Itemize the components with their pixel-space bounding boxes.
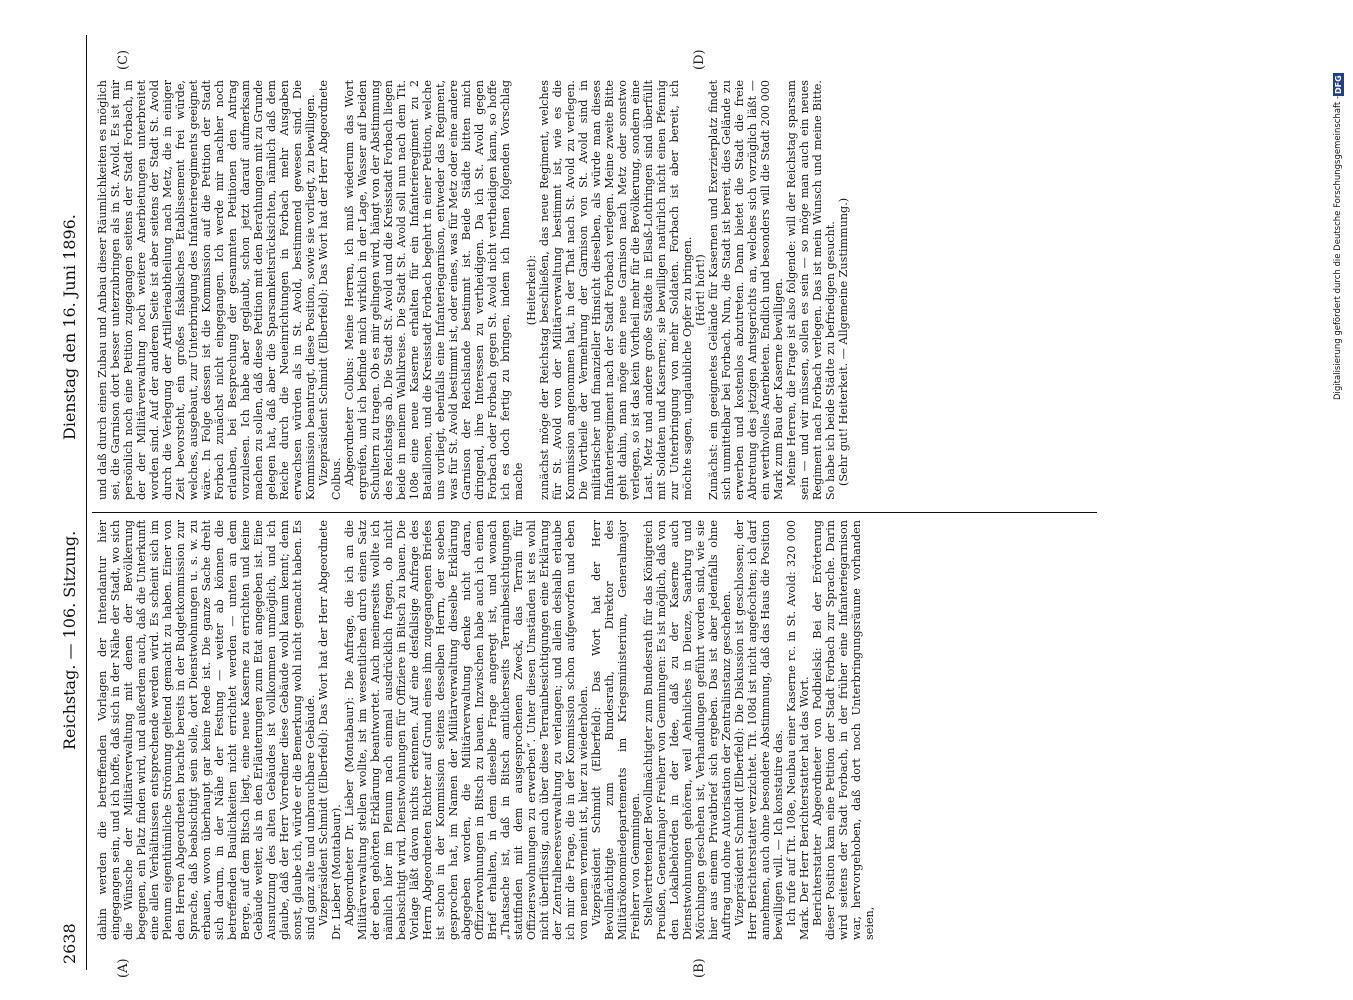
paragraph: Stellvertretender Bevollmächtigter zum Bundesrath für das Königreich Preußen, Generalmajor Freiherr von Gemmingen: Es ist möglich, daß von den Lokalbehörden in der Idee, daß zu der Kaserne auch Dienstwohnungen gehören, weil Aehnliches in Dieuze, Saarburg und Mörchingen geschehen ist, Verhandlungen geführt worden sind, wie sie hier aus einem Privatbrief sich ergeben. Das ist aber jedenfalls ohne Auftrag und ohne Autorisation der Zentralinstanz geschehen. (642, 520, 733, 940)
paragraph: Vizepräsident Schmidt (Elberfeld): Die Diskussion ist geschlossen; der Herr Berichterstatter verzichtet. Tit. 108d ist nicht angefochten; ich darf annehmen, auch ohne besondere Abstimmung, daß das Haus die Position bewilligen will. — Ich konstatire das. (733, 520, 785, 940)
paragraph: Vizepräsident Schmidt (Elberfeld): Das Wort hat der Herr Abgeordnete Colbus. (317, 80, 343, 500)
column-mark-b: (B) (692, 958, 707, 978)
paragraph: Vizepräsident Schmidt (Elberfeld): Das Wort hat der Herr Abgeordnete Dr. Lieber (Montabaur). (317, 520, 343, 940)
paragraph: dahin werden die betreffenden Vorlagen der Intendantur hier eingegangen sein, und ich hoffe, daß sich in der Nähe der Stadt, wo sich die Wünsche der Militärverwaltung mit denen der Bevölkerung begegnen, ein Platz finden wird, und außerdem auch, daß die Unterkunft eine allen Verhältnissen entsprechende werden wird. Es scheint sich im Plenum eigenthümliche Strömung geltend gemacht zu haben. Einer von den Herren Abgeordneten brachte bereits in der Budgetkommission zur Sprache, daß beabsichtigt sein solle, dort Dienstwohnungen u. s. w. zu erbauen, wovon überhaupt gar keine Rede ist. Die ganze Sache dreht sich darum, in der Nähe der Festung — weiter ab können die betreffenden Baulichkeiten nicht errichtet werden — unten an dem Berge, auf dem Bitsch liegt, eine neue Kaserne zu errichten und keine Gebäude weiter, als in den Erläuterungen zum Etat angegeben ist. Eine Ausnutzung des alten Gebäudes ist vollkommen unmöglich, und ich glaube, daß der Herr Vorredner diese Gebäude wohl kaum kennt; denn sonst, glaube ich, würde er die Bemerkung wohl nicht gemacht haben. Es sind ganz alte und unbrauchbare Gebäude. (96, 520, 317, 940)
digitization-note-text: Digitalisierung gefördert durch die Deutsche Forschungsgemeinschaft - (1333, 96, 1343, 400)
column-divider (92, 512, 1097, 513)
paragraph: Berichterstatter Abgeordneter von Podbielski: Bei der Erörterung dieser Position kam eine Petition der Stadt Forbach zur Sprache. Darin wird seitens der Stadt Forbach, in der früher eine Infanteriegarnison war, hervorgehoben, daß dort noch Unterbringungsräume vorhanden seien, (811, 520, 876, 940)
page-number: 2638 (60, 923, 79, 964)
right-running-title: Dienstag den 16. Juni 1896. (60, 214, 79, 440)
column-mark-d: (D) (692, 49, 707, 70)
paragraph: Zunächst: ein geeignetes Gelände für Kasernen und Exerzierplatz findet sich unmittelbar bei Forbach. Nun, die Stadt ist bereit, dies Gelände zu erwerben und kostenlos abzutreten. Dann bietet die Stadt die freie Abtretung des jetzigen Amtsgerichts an, welches sich vorzüglich läßt — ein werthvolles Anerbieten. Endlich und besonders will die Stadt 200 000 Mark zum Bau der Kaserne bewilligen. (707, 80, 785, 500)
interjection: (Hört! hört!) (694, 254, 707, 326)
left-running-title: Reichstag. — 106. Sitzung. (60, 530, 79, 750)
header-rule (86, 35, 87, 970)
interjection: (Sehr gut! Heiterkeit. — Allgemeine Zustimmung.) (837, 197, 850, 486)
left-text-column (96, 520, 1096, 940)
column-mark-c: (C) (116, 49, 131, 70)
paragraph: Abgeordneter Colbus: Meine Herren, ich muß wiederum das Wort ergreifen, und ich befinde mich wirklich in der Lage, Wasser auf beiden Schultern zu tragen. Ob es mir gelingen wird, hängt von der Abstimmung des Reichstags ab. Die Stadt St. Avold und die Kreisstadt Forbach liegen beide in meinem Wahlkreise. Die Stadt St. Avold soll nun nach dem Tit. 108e eine neue Kaserne erhalten für ein Infanterieregiment zu 2 Bataillonen, und die Kreisstadt Forbach begehrt in einer Petition, welche uns vorliegt, ebenfalls eine Infanteriegarnison, entweder das Regiment, was für St. Avold bestimmt ist, oder eines, was für Metz oder eine andere Garnison der Reichslande bestimmt ist. Beide Städte bitten mich dringend, ihre Interessen zu vertheidigen. Da ich St. Avold gegen Forbach oder Forbach gegen St. Avold nicht vertheidigen kann, so hoffe ich es doch fertig zu bringen, indem ich Ihnen folgenden Vorschlag mache (343, 80, 525, 500)
digitization-note (1333, 75, 1343, 400)
paragraph: Meine Herren, die Frage ist also folgende: will der Reichstag sparsam sein — und wir müssen, sollen es sein — so möge man auch ein neues Regiment nach Forbach verlegen. Das ist mein Wunsch und meine Bitte. So habe ich beide Städte zu befriedigen gesucht. (785, 80, 837, 500)
paragraph: und daß durch einen Zubau und Anbau dieser Räumlichkeiten es möglich sei, die Garnison dort besser unterzubringen als in St. Avold. Es ist mir persönlich noch eine Petition zugegangen seitens der Stadt Forbach, in der der Militärverwaltung noch weitere Anerbietungen unterbreitet worden sind. Auf der anderen Seite ist aber seitens der Stadt St. Avold durch die Verlegung der Artillerieabtheilung nach Metz, die in einiger Zeit bevorsteht, ein großes fiskalisches Etablissement frei würde, welches, ausgebaut, zur Unterbringung des Infanterieregiments geeignet wäre. In Folge dessen ist die Kommission auf die Petition der Stadt Forbach zunächst nicht eingegangen. Ich werde mir nachher noch erlauben, bei Besprechung der gesammten Petitionen den Antrag vorzulesen. Ich habe aber geglaubt, schon jetzt darauf aufmerksam machen zu sollen, daß diese Petition mit den Berathungen mit zu Grunde gelegen hat, daß aber die Sparsamkeitsrücksichten, nämlich daß dem Reiche durch die Neueinrichtungen in Forbach mehr Ausgaben erwachsen würden als in St. Avold, bestimmend gewesen sind. Die Kommission beantragt, diese Position, sowie sie vorliegt, zu bewilligen. (96, 80, 317, 500)
column-mark-a: (A) (116, 958, 131, 978)
paragraph: zunächst möge der Reichstag beschließen, das neue Regiment, welches für St. Avold von der Militärverwaltung bestimmt ist, wie es die Kommission angenommen hat, in der That nach St. Avold zu verlegen. Die Vortheile der Vermehrung der Garnison von St. Avold sind in militärischer und finanzieller Hinsicht dieselben, als würde man dieses Infanterieregiment nach der Stadt Forbach verlegen. Meine zweite Bitte geht dahin, man möge eine neue Garnison nach Metz oder sonstwo verlegen, so ist das kein Vortheil mehr für die Bevölkerung, sondern eine Last. Metz und andere große Städte in Elsaß-Lothringen sind überfüllt mit Soldaten und Kasernen; sie bewilligen natürlich nicht einen Pfennig zur Unterbringung von mehr Soldaten. Forbach ist aber bereit, ich möchte sagen, unglaubliche Opfer zu bringen. (538, 80, 694, 500)
paragraph: Vizepräsident Schmidt (Elberfeld): Das Wort hat der Herr Bevollmächtigte zum Bundesrath, Direktor des Militärökonomiedepartements im Kriegsministerium, Generalmajor Freiherr von Gemmingen. (590, 520, 642, 940)
paragraph: Ich rufe auf Tit. 108e, Neubau einer Kaserne rc. in St. Avold: 320 000 Mark. Der Herr Berichterstatter hat das Wort. (785, 520, 811, 940)
interjection: (Heiterkeit): (525, 254, 538, 326)
paragraph: Abgeordneter Dr. Lieber (Montabaur): Die Anfrage, die ich an die Militärverwaltung stellen wollte, ist im wesentlichen durch einen Satz der eben gehörten Erklärung beantwortet. Auch meinerseits wollte ich nämlich hier im Plenum nach einmal ausdrücklich fragen, ob nicht beabsichtigt wird, Dienstwohnungen für Offiziere in Bitsch zu bauen. Die Vorlage läßt davon nichts erkennen. Auf eine desfallsige Anfrage des Herrn Abgeordneten Richter auf Grund eines ihm zugegangenen Briefes ist schon in der Kommission seitens desselben Herrn, der soeben gesprochen hat, im Namen der Militärverwaltung dieselbe Erklärung abgegeben worden, die Militärverwaltung denke nicht daran, Offizierwohnungen in Bitsch zu bauen. Inzwischen habe auch ich einen Brief erhalten, in dem dieselbe Frage angeregt ist, und wonach „Thatsache ist, daß in Bitsch amtlicherseits Terrainbesichtigungen stattfinden mit dem ausgesprochenen Zweck, das Terrain für Offizierswohnungen zu erwerben“. Unter diesen Umständen ist es wohl nicht überflüssig, auch über diese Terrainbesichtigungen eine Erklärung der Zentralheeresverwaltung zu verlangen; und allein deshalb erlaube ich mir die Frage, die in der Kommission schon aufgeworfen und eben von neuem verneint ist, hier zu wiederholen. (343, 520, 590, 940)
dfg-logo: DFG (1334, 75, 1343, 95)
right-text-column (96, 80, 1096, 500)
